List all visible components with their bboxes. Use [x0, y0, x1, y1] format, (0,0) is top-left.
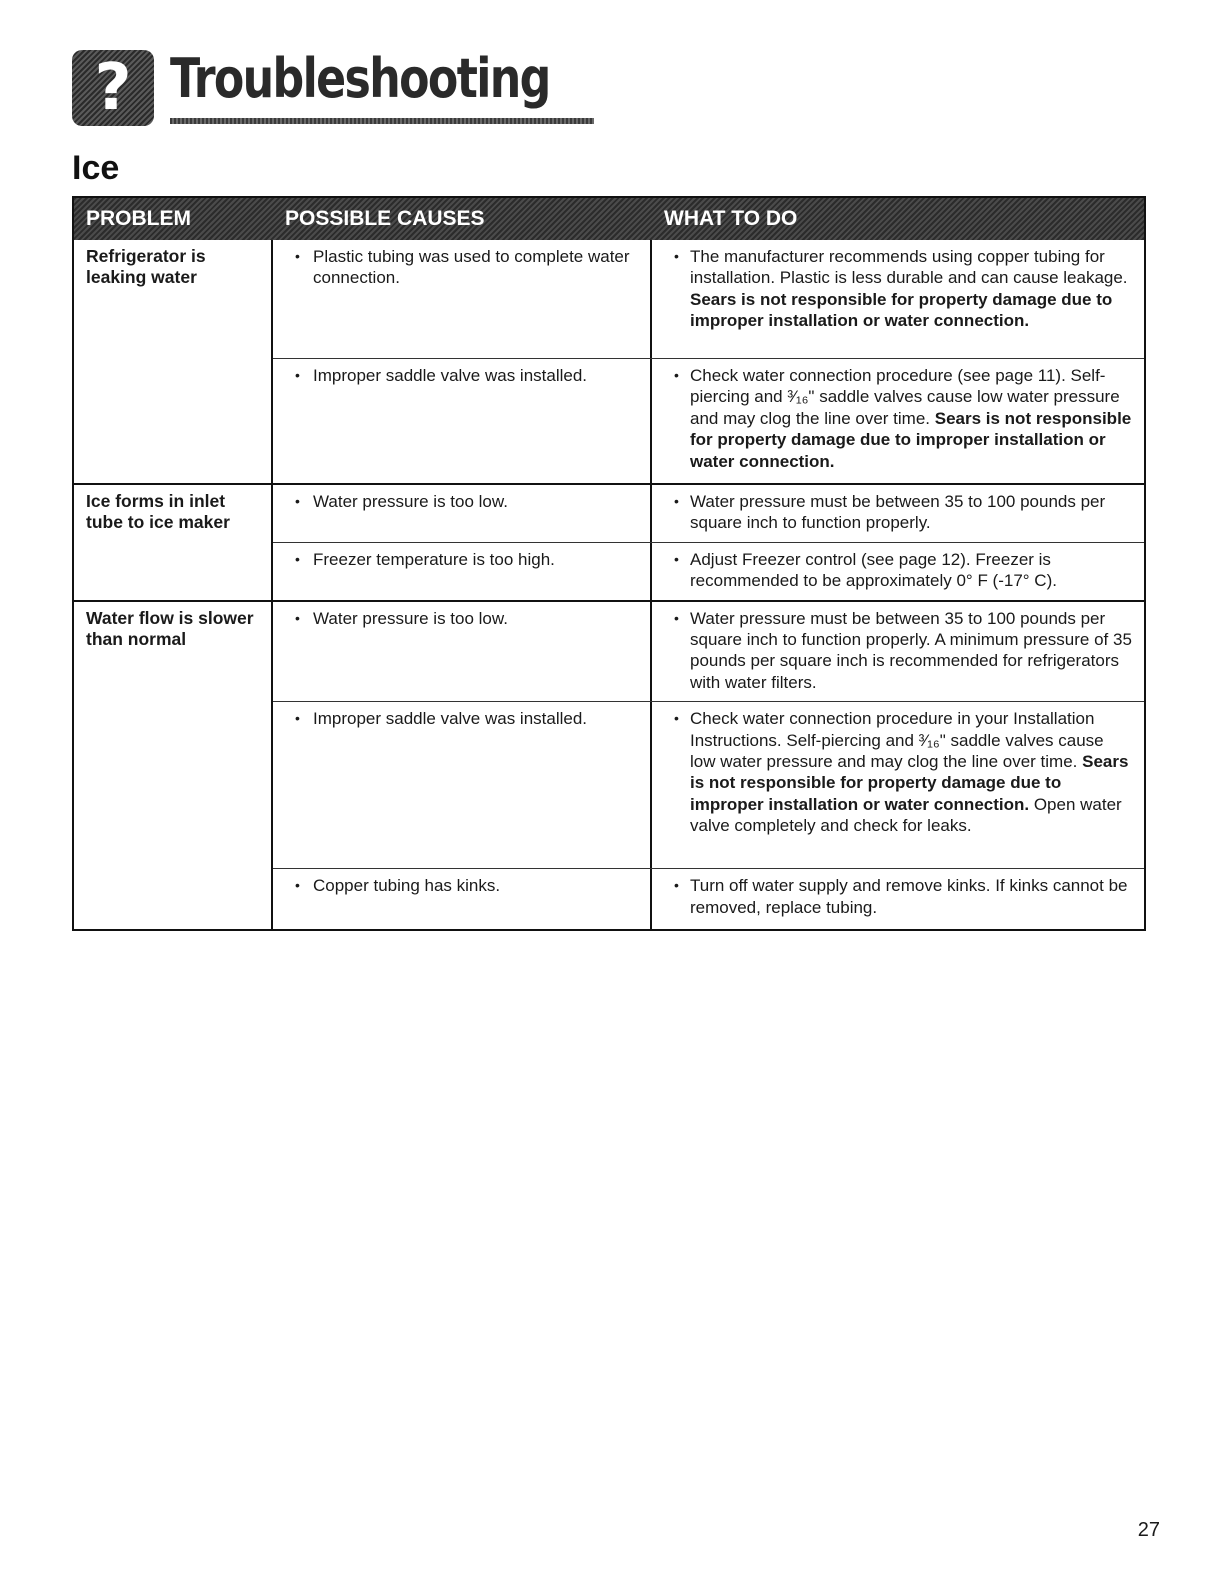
problem-group — [74, 483, 1144, 600]
what-to-do-plain: Turn off water supply and remove kinks. If kinks cannot be removed, replace tubing. — [690, 876, 1128, 917]
problem-group — [74, 240, 1144, 483]
column-header-what-to-do: WHAT TO DO — [664, 207, 798, 230]
what-to-do-text — [690, 708, 1132, 836]
bullet-icon: • — [674, 550, 679, 567]
cause-text: Water pressure is too low. — [313, 608, 508, 628]
what-to-do-cell — [652, 869, 1144, 929]
problem-group — [74, 600, 1144, 930]
title-underline — [170, 118, 594, 124]
what-to-do-text — [690, 365, 1132, 472]
table-row — [273, 701, 1144, 868]
column-header-possible-causes: POSSIBLE CAUSES — [285, 207, 485, 230]
what-to-do-disclaimer: Sears is not responsible for property damage due to improper installation or water connection. — [690, 408, 1132, 471]
bullet-icon: • — [674, 877, 679, 894]
cause-cell — [273, 359, 652, 483]
what-to-do-plain: Water pressure must be between 35 to 100 pounds per square inch to function properly. A minimum pressure of 35 pounds per square inch is recommended for refrigerators with water filters. — [690, 608, 1132, 692]
page-title: Troubleshooting — [170, 47, 550, 110]
cause-rows — [273, 602, 1144, 930]
what-to-do-text — [690, 608, 1132, 694]
what-to-do-cell — [652, 602, 1144, 702]
section-title: Ice — [72, 149, 120, 187]
table-row — [273, 485, 1144, 542]
bullet-icon: • — [674, 710, 679, 727]
bullet-icon: • — [295, 248, 300, 264]
problem-cell: Ice forms in inlet tube to ice maker — [74, 485, 273, 600]
cause-cell — [273, 869, 652, 929]
bullet-icon: • — [674, 493, 679, 509]
what-to-do-text — [690, 491, 1132, 534]
what-to-do-plain: Water pressure must be between 35 to 100 pounds per square inch to function properly. — [690, 492, 1106, 533]
what-to-do-text — [690, 549, 1132, 592]
table-row — [273, 240, 1144, 358]
what-to-do-disclaimer: Sears is not responsible for property damage due to improper installation or water connection. — [690, 752, 1129, 814]
what-to-do-disclaimer: Sears is not responsible for property damage due to improper installation or water connection. — [690, 289, 1113, 331]
what-to-do-plain: Check water connection procedure in your Installation Instructions. Self-piercing and ³⁄₁₆" saddle valves cause low water pressure and may clog the line over time. — [690, 709, 1104, 772]
what-to-do-plain: The manufacturer recommends using copper tubing for installation. Plastic is less durable and can cause leakage. — [690, 247, 1128, 288]
cause-cell — [273, 240, 652, 358]
what-to-do-cell — [652, 543, 1144, 600]
bullet-icon: • — [295, 550, 300, 567]
cause-text: Copper tubing has kinks. — [313, 876, 501, 896]
question-mark-glyph: ? — [94, 51, 132, 125]
table-row — [273, 868, 1144, 929]
troubleshooting-table — [72, 196, 1146, 931]
what-to-do-text — [690, 246, 1132, 332]
cause-text: Improper saddle valve was installed. — [313, 366, 588, 385]
page-number: 27 — [1137, 1519, 1160, 1541]
problem-cell: Refrigerator is leaking water — [74, 240, 273, 483]
bullet-icon: • — [295, 710, 300, 727]
what-to-do-text — [690, 875, 1132, 918]
cause-text: Improper saddle valve was installed. — [313, 709, 588, 729]
table-header — [74, 198, 1144, 240]
bullet-icon: • — [295, 493, 300, 509]
cause-text: Freezer temperature is too high. — [313, 549, 555, 569]
what-to-do-cell — [652, 359, 1144, 483]
table-row — [273, 358, 1144, 483]
table-row — [273, 542, 1144, 600]
bullet-icon: • — [295, 877, 300, 894]
bullet-icon: • — [295, 367, 300, 383]
cause-rows — [273, 240, 1144, 483]
table-body — [74, 240, 1144, 929]
bullet-icon: • — [674, 609, 679, 626]
what-to-do-cell — [652, 240, 1144, 358]
cause-cell — [273, 485, 652, 542]
cause-cell — [273, 702, 652, 868]
bullet-icon: • — [295, 609, 300, 626]
cause-rows — [273, 485, 1144, 600]
cause-cell — [273, 602, 652, 702]
bullet-icon: • — [674, 367, 679, 383]
what-to-do-plain: Adjust Freezer control (see page 12). Freezer is recommended to be approximately 0° F (-17° C). — [690, 549, 1057, 591]
what-to-do-followup: Open water valve completely and check for leaks. — [690, 794, 1122, 836]
what-to-do-cell — [652, 702, 1144, 868]
column-header-problem: PROBLEM — [86, 207, 191, 230]
cause-text: Plastic tubing was used to complete water connection. — [313, 247, 630, 288]
what-to-do-cell — [652, 485, 1144, 542]
what-to-do-plain: Check water connection procedure (see page 11). Self-piercing and ³⁄₁₆" saddle valves cause low water pressure and may clog the line over time. — [690, 366, 1120, 428]
question-mark-icon — [72, 50, 154, 126]
bullet-icon: • — [674, 248, 679, 264]
cause-text: Water pressure is too low. — [313, 492, 508, 511]
page-header — [72, 44, 550, 134]
problem-cell: Water flow is slower than normal — [74, 602, 273, 930]
table-row — [273, 602, 1144, 702]
cause-cell — [273, 543, 652, 600]
